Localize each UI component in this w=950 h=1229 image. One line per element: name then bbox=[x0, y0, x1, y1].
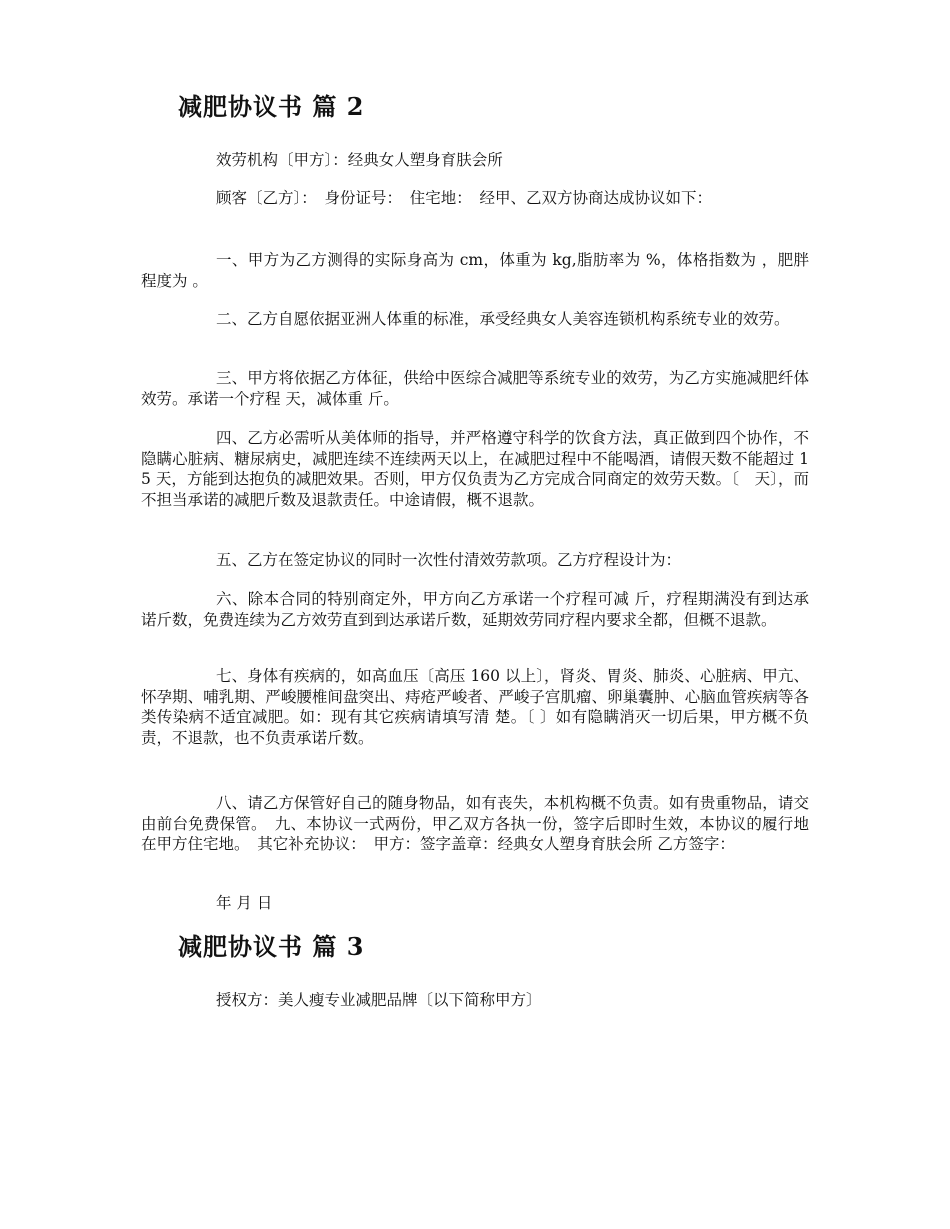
paragraph-clause-6: 六、除本合同的特别商定外，甲方向乙方承诺一个疗程可减 斤，疗程期满没有到达承诺斤数，免费连续为乙方效劳直到到达承诺斤数，延期效劳同疗程内要求全都，但概不退款。 bbox=[141, 590, 809, 629]
paragraph-service-provider: 效劳机构〔甲方〕：经典女人塑身育肤会所 bbox=[216, 151, 503, 169]
paragraph-clause-5: 五、乙方在签定协议的同时一次性付清效劳款项。乙方疗程设计为： bbox=[216, 551, 682, 569]
paragraph-customer: 顾客〔乙方〕： 身份证号： 住宅地： 经甲、乙双方协商达成协议如下： bbox=[216, 189, 713, 207]
paragraph-clause-4: 四、乙方必需听从美体师的指导，并严格遵守科学的饮食方法，真正做到四个协作，不隐瞒心脏病、糖尿病史，减肥连续不连续两天以上，在减肥过程中不能喝酒，请假天数不能超过 15 天，方能到达抱负的减肥效果。否则，甲方仅负责为乙方完成合同商定的效劳天数。〔 天〕，而不担当承诺的减肥斤数及退款责任。中途请假，概不退款。 bbox=[141, 429, 809, 509]
paragraph-date: 年 月 日 bbox=[216, 894, 273, 912]
section-3-title: 减肥协议书 篇 3 bbox=[178, 932, 365, 961]
paragraph-authorizer: 授权方：美人瘦专业减肥品牌〔以下简称甲方〕 bbox=[216, 991, 542, 1009]
paragraph-clause-7: 七、身体有疾病的，如高血压〔高压 160 以上〕，肾炎、胃炎、肺炎、心脏病、甲亢、怀孕期、哺乳期、严峻腰椎间盘突出、痔疮严峻者、严峻子宫肌瘤、卵巢囊肿、心脑血管疾病等各类传染病不适宜减肥。如：现有其它疾病请填写清 楚。〔 〕如有隐瞒消灭一切后果，甲方概不负责，不退款，也不负责承诺斤数。 bbox=[141, 667, 809, 747]
paragraph-clause-3: 三、甲方将依据乙方体征，供给中医综合减肥等系统专业的效劳，为乙方实施减肥纤体效劳。承诺一个疗程 天，减体重 斤。 bbox=[141, 369, 809, 408]
paragraph-clause-1: 一、甲方为乙方测得的实际身高为 cm，体重为 kg,脂肪率为 %，体格指数为 ，肥胖程度为 。 bbox=[141, 251, 809, 290]
paragraph-clause-2: 二、乙方自愿依据亚洲人体重的标准，承受经典女人美容连锁机构系统专业的效劳。 bbox=[216, 310, 790, 328]
paragraph-clause-8-9: 八、请乙方保管好自己的随身物品，如有丧失，本机构概不负责。如有贵重物品，请交由前台免费保管。 九、本协议一式两份，甲乙双方各执一份，签字后即时生效，本协议的履行地在甲方住宅地。 其它补充协议： 甲方：签字盖章：经典女人塑身育肤会所 乙方签字： bbox=[141, 794, 809, 853]
section-2-title: 减肥协议书 篇 2 bbox=[178, 92, 365, 121]
